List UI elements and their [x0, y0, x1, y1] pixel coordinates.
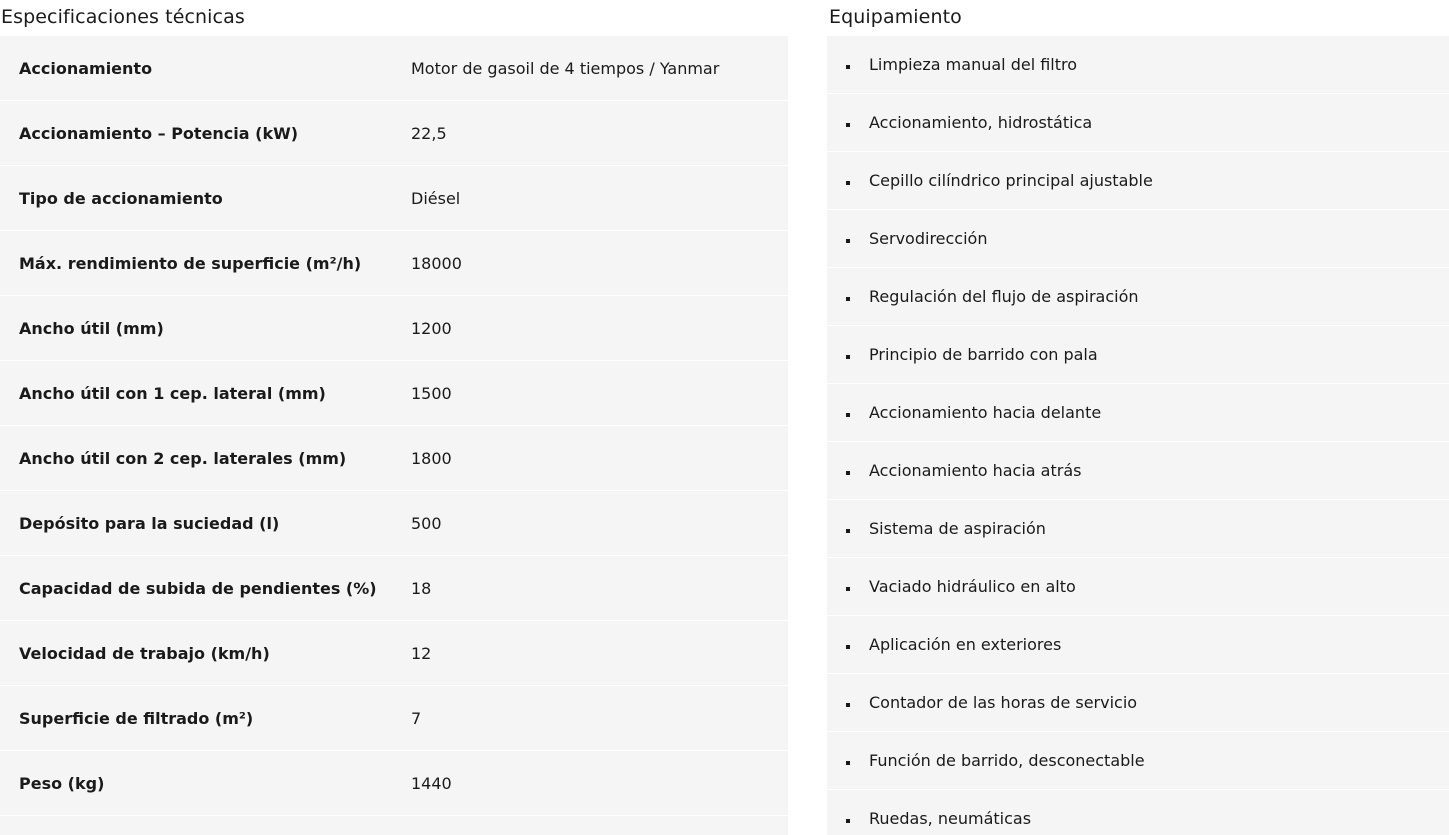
spec-row — [0, 491, 788, 556]
specifications-table — [0, 36, 788, 835]
spec-label: Ancho útil con 2 cep. laterales (mm) — [0, 426, 411, 491]
spec-label: Peso (kg) — [0, 751, 411, 816]
bullet-icon — [846, 471, 850, 475]
equipment-item-label: Aplicación en exteriores — [869, 635, 1062, 654]
spec-row — [0, 751, 788, 816]
spec-row — [0, 166, 788, 231]
equipment-item-label: Servodirección — [869, 229, 988, 248]
spec-row — [0, 686, 788, 751]
spec-row — [0, 101, 788, 166]
bullet-icon — [846, 355, 850, 359]
spec-value: 18000 — [411, 231, 788, 296]
spec-value: 12 — [411, 621, 788, 686]
bullet-icon — [846, 819, 850, 823]
equipment-item-label: Vaciado hidráulico en alto — [869, 577, 1076, 596]
equipment-item — [827, 268, 1449, 326]
spec-label: Depósito para la suciedad (l) — [0, 491, 411, 556]
equipment-item — [827, 152, 1449, 210]
spec-label: Velocidad de trabajo (km/h) — [0, 621, 411, 686]
equipment-item-label: Limpieza manual del filtro — [869, 55, 1078, 74]
spec-label: Accionamiento – Potencia (kW) — [0, 101, 411, 166]
bullet-icon — [846, 529, 850, 533]
specifications-table-body — [0, 36, 788, 835]
spec-value: 500 — [411, 491, 788, 556]
spec-label: Ancho útil (mm) — [0, 296, 411, 361]
spec-label: Ancho útil con 1 cep. lateral (mm) — [0, 361, 411, 426]
bullet-icon — [846, 413, 850, 417]
bullet-icon — [846, 761, 850, 765]
equipment-item-label: Ruedas, neumáticas — [869, 809, 1032, 828]
spec-row — [0, 296, 788, 361]
spec-value: 18 — [411, 556, 788, 621]
spec-label: Tipo de accionamiento — [0, 166, 411, 231]
spec-value: 22,5 — [411, 101, 788, 166]
spec-value — [411, 816, 788, 835]
spec-value: 7 — [411, 686, 788, 751]
equipment-item — [827, 36, 1449, 94]
bullet-icon — [846, 703, 850, 707]
equipment-item — [827, 442, 1449, 500]
equipment-item-label: Contador de las horas de servicio — [869, 693, 1138, 712]
spec-value: Motor de gasoil de 4 tiempos / Yanmar — [411, 36, 788, 101]
spec-row — [0, 816, 788, 835]
equipment-item — [827, 616, 1449, 674]
equipment-item-label: Accionamiento hacia atrás — [869, 461, 1082, 480]
equipment-item-label: Regulación del flujo de aspiración — [869, 287, 1139, 306]
equipment-title: Equipamiento — [829, 6, 962, 28]
spec-label: Máx. rendimiento de superficie (m²/h) — [0, 231, 411, 296]
equipment-item — [827, 732, 1449, 790]
equipment-item — [827, 384, 1449, 442]
equipment-item — [827, 210, 1449, 268]
spec-row — [0, 36, 788, 101]
equipment-item — [827, 558, 1449, 616]
equipment-section — [827, 0, 1449, 835]
equipment-item-label: Sistema de aspiración — [869, 519, 1046, 538]
spec-value: 1440 — [411, 751, 788, 816]
equipment-item — [827, 674, 1449, 732]
equipment-item-label: Accionamiento hacia delante — [869, 403, 1102, 422]
spec-value: Diésel — [411, 166, 788, 231]
spec-row — [0, 361, 788, 426]
equipment-item — [827, 500, 1449, 558]
spec-row — [0, 426, 788, 491]
spec-row — [0, 621, 788, 686]
spec-row — [0, 231, 788, 296]
bullet-icon — [846, 297, 850, 301]
spec-value: 1500 — [411, 361, 788, 426]
equipment-item-label: Principio de barrido con pala — [869, 345, 1098, 364]
spec-label — [0, 816, 411, 835]
bullet-icon — [846, 645, 850, 649]
bullet-icon — [846, 239, 850, 243]
equipment-item — [827, 326, 1449, 384]
spec-label: Capacidad de subida de pendientes (%) — [0, 556, 411, 621]
specifications-title: Especificaciones técnicas — [1, 6, 245, 28]
bullet-icon — [846, 181, 850, 185]
spec-value: 1800 — [411, 426, 788, 491]
equipment-item — [827, 94, 1449, 152]
spec-label: Superficie de filtrado (m²) — [0, 686, 411, 751]
equipment-item-label: Cepillo cilíndrico principal ajustable — [869, 171, 1153, 190]
equipment-item-label: Accionamiento, hidrostática — [869, 113, 1093, 132]
spec-value: 1200 — [411, 296, 788, 361]
equipment-item-label: Función de barrido, desconectable — [869, 751, 1145, 770]
spec-row — [0, 556, 788, 621]
equipment-list — [827, 36, 1449, 835]
bullet-icon — [846, 65, 850, 69]
spec-label: Accionamiento — [0, 36, 411, 101]
equipment-item — [827, 790, 1449, 835]
bullet-icon — [846, 587, 850, 591]
bullet-icon — [846, 123, 850, 127]
